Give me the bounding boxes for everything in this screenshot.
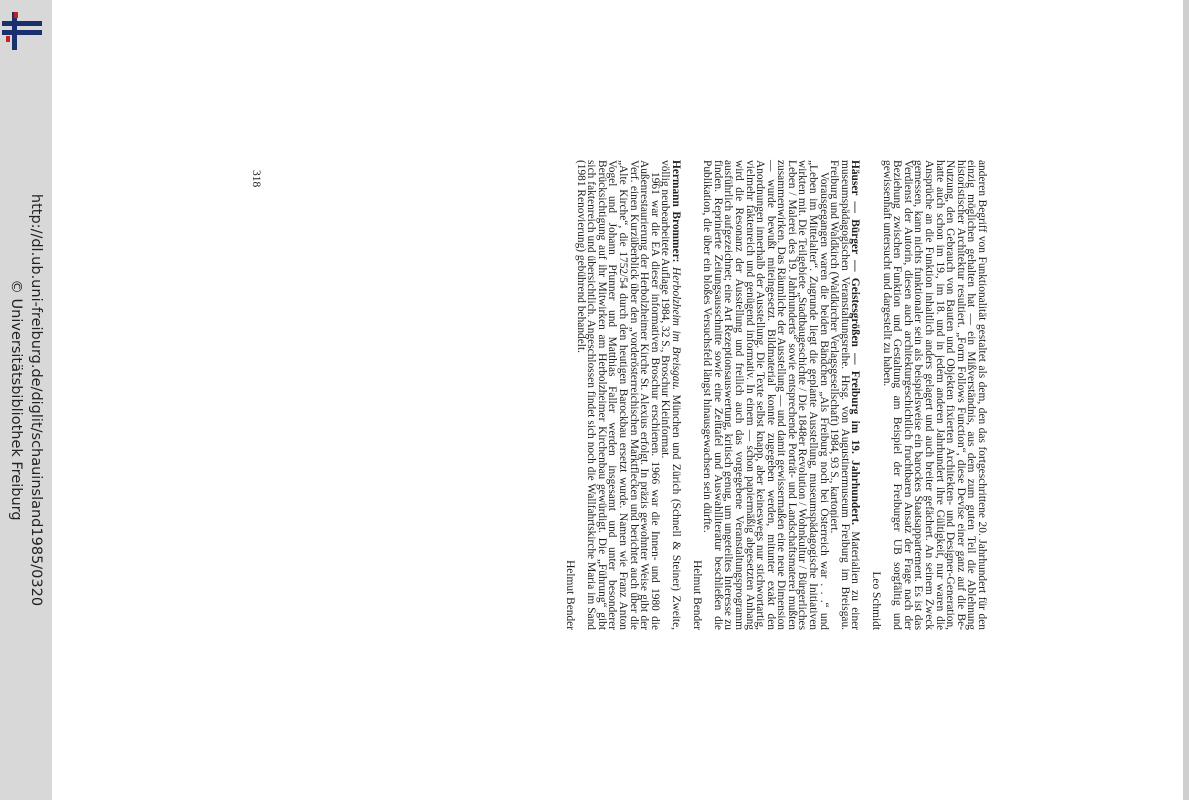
- text-column: [564, 160, 987, 630]
- review3-citation: München und Zürich (Schnell & Steiner) Zweite, völlig neubearbeitete Auflage 1984, 32 S., Broschur Kleinformat.: [659, 160, 682, 630]
- review2-citation: Materialien zu einer museumspädagogischen Veranstaltungsreihe. Hrsg. von Augustinermuseum Freiburg im Breisgau. Freiburg und Waldkirch (Waldkircher Verlagsgesellschaft) 1984, 93 S., kartoniert.: [828, 160, 862, 630]
- review3-body: 1961 war die EA dieser informativen Broschur erschienen. 1966 war die Innen- und 1980 die Außenrestaurierung der Herbolzheimer Kirche St. Alexius erfolgt. In präzis gewohnter Weise gibt der Verf. einen Kurzüberblick über den „vorderösterreichischen Marktflecken und berichtet auch über die „Alte Kirche“, die 1752/54 durch den heutigen Barockbau ersetzt wurde. Namen wie Franz Anton Vogel und Johann Pfunner und Matthias Faller werden insgesamt und unter besonderer Berücksichtigung auf ihr Mitwirken am Herbolzheimer Kirchenbau gewürdigt. Die „Führung“ gibt sich faktenreich und übersichtlich. Angeschlossen findet sich noch die Wallfahrtskirche Maria im Sand (1981 Renovierung) gebührend behandelt.: [574, 160, 661, 630]
- review2-title: Häuser — Bürger — Geistesgrößen — Freiburg im 19. Jahrhundert.: [849, 160, 862, 526]
- copyright-notice: © Universitätsbibliothek Freiburg: [8, 279, 24, 521]
- review3-title: Herbolzheim im Breisgau.: [669, 267, 682, 391]
- review3-author: Hermann Brommer:: [669, 160, 682, 268]
- review1-body: anderen Begriff von Funktionalität gestaltet als dem, den das fortgeschrittene 20. Jahrhundert für den einzig möglichen gehalten hat — ein Mißverständnis, aus dem zum guten Teil die Ablehnung historistischer Architektur resultiert. „Form Follows Function“, diese Devise einer ganz auf die Be-Nutzung, den Gebrauch von Bauten und Objekten fixierten Architekten- und Designer-Generation, hatte auch schon im 19., im 18. und in jedem anderen Jahrhundert ihre Gültigkeit, nur waren die Ansprüche an die Funktion inhaltlich anders gelagert und auch breiter gefächert. An seinem Zweck gemessen, kann nichts funktionaler sein als beispielsweise ein barockes Staatsappartement. Es ist das Verdienst der Autorin, diesen auch architekturgeschichtlich fruchtbaren Ansatz der Frage nach der Beziehung zwischen Funktion und Gestaltung am Beispiel der Freiburger UB sorgfältig und gewissenhaft untersucht und dargestellt zu haben.: [880, 160, 988, 630]
- page-number: 318: [250, 170, 262, 188]
- document-url-link[interactable]: http://dl.ub.uni-freiburg.de/diglit/schauinsland1985/0320: [28, 193, 44, 607]
- viewer-sidebar: [0, 0, 52, 800]
- review3-signature: Helmut Bender: [564, 560, 577, 630]
- sidebar-caption: [6, 194, 46, 606]
- review3-heading: [660, 160, 681, 630]
- review2-signature: Helmut Bender: [690, 560, 703, 630]
- scrollbar-edge: [1183, 0, 1189, 800]
- rotated-page-content: [347, 160, 987, 630]
- university-logo-icon: [0, 8, 44, 52]
- review2-body: Vorausgegangen waren die beiden Bändchen „Als Freiburg noch bei Österreich war . . .“ und „Leben im Mittelalter“. Zugrunde liegt die geplante Ausstellung, museumspädagogische Initiativen wirkten mit. Die Teilgebiete „Stadtbaugeschichte / Die 1848er Revolution / Wohnkultur / Bürgerliches Leben / Malerei des 19. Jahrhunderts“ sowie entsprechende Porträt- und Landschaftsmaterei mußten zusammenwirken. Das Räumliche der Ausstellung — und damit gewissermaßen eine neue Dimension — wurde bewußt miteingesetzt. Bildmaterial konnte zugegeben werden, mitunter exakt den Anordnungen innerhalb der Ausstellung. Die Texte selbst knapp, aber keineswegs nur stichwortartig, vielmehr faktenreich und genügend informativ. In einem — schon papiermäßig abgesetzten Anhang wird die Resonanz der Ausstellung und freilich auch das vorgegebene Veranstaltungsprogramm ausführlich aufgezeichnet; eine Art Rezeptionsauswertung, kritisch genug, um ungeteiltes Interesse zu finden. Reprinierte Zeitungsausschnitte sowie eine Zeittafel und Auswahlliteratur beschließen die Publikation, die über ein bloßes Versuchsfeld längst hinausgewachsen sein dürfte.: [701, 160, 830, 630]
- review2-heading: [829, 160, 861, 630]
- review1-signature: Leo Schmidt: [870, 571, 883, 630]
